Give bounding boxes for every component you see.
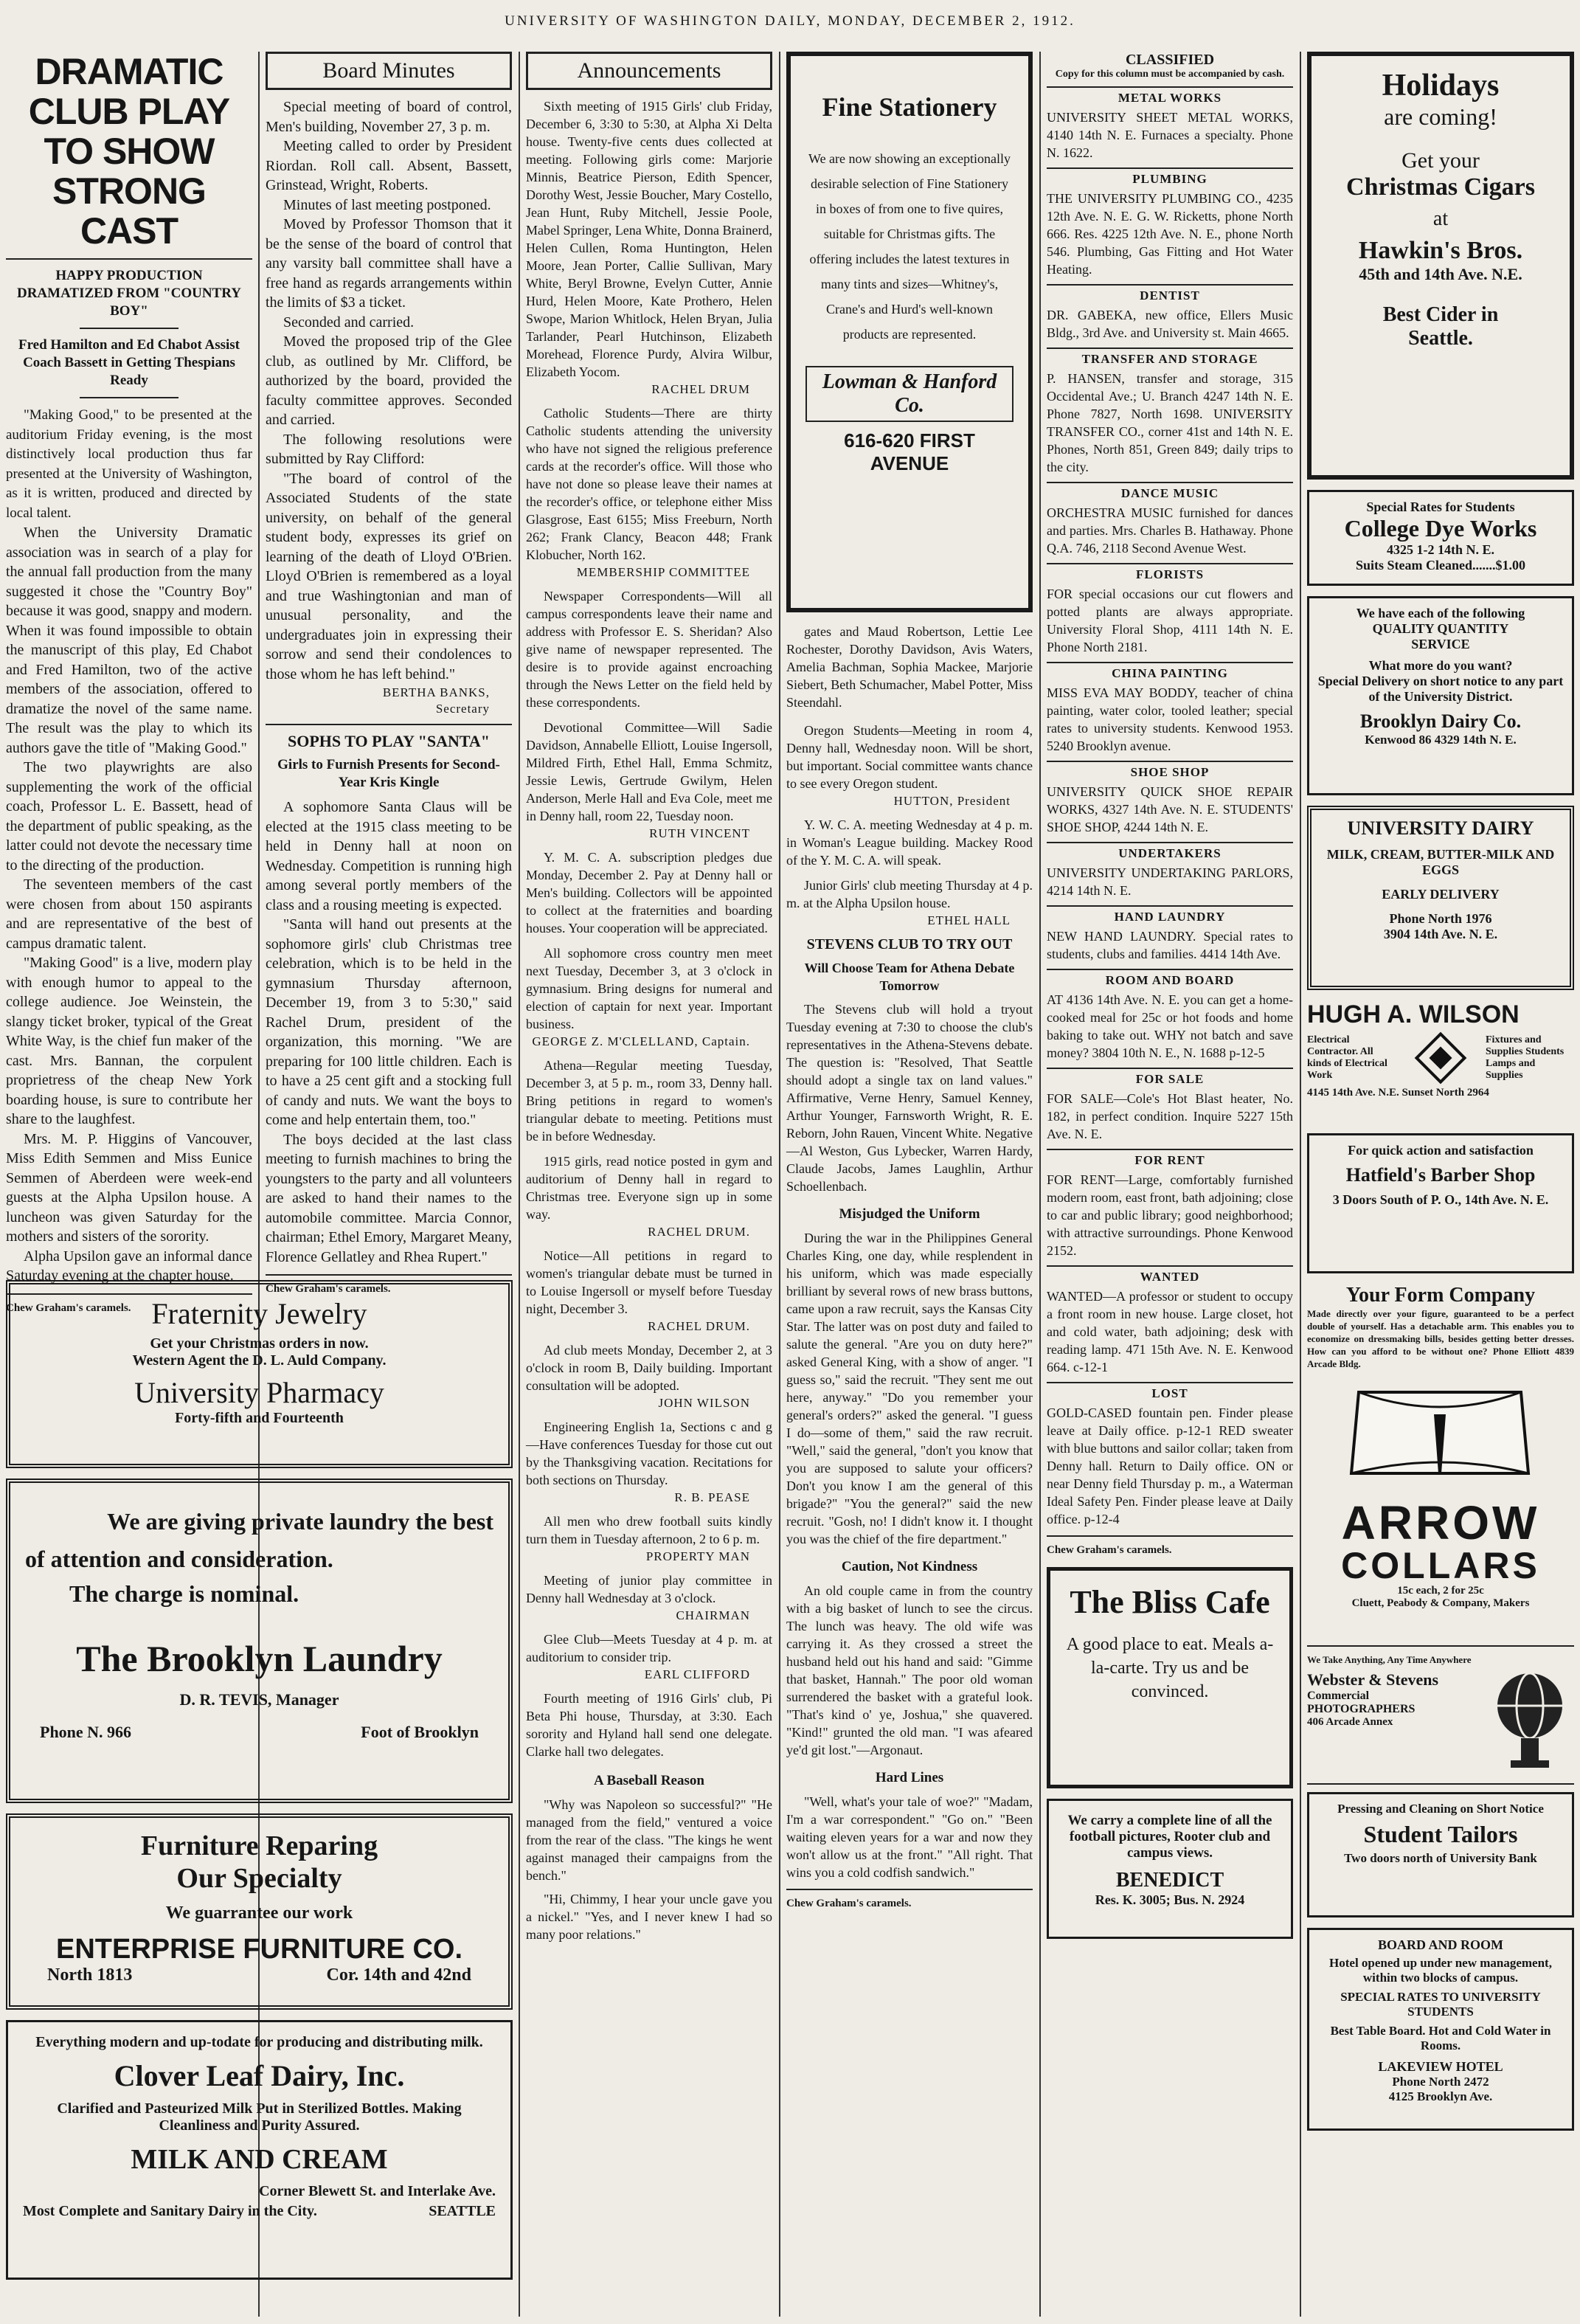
ad-address: 3 Doors South of P. O., 14th Ave. N. E. (1332, 1192, 1549, 1207)
ad-student-tailors (1307, 1792, 1574, 1917)
classified-list (1047, 86, 1293, 1528)
ad-address: Two doors north of University Bank (1344, 1851, 1537, 1865)
column-rule (779, 52, 780, 2317)
ad-text: We Take Anything, Any Time Anywhere (1307, 1654, 1472, 1665)
ad-title: Furniture Reparing (140, 1830, 378, 1861)
col-announcements (526, 52, 772, 2313)
ad-text: EARLY DELIVERY (1382, 887, 1500, 902)
filler: Chew Graham's caramels. (1047, 1544, 1172, 1556)
ad-webster-stevens (1307, 1654, 1574, 1785)
deck: Fred Hamilton and Ed Chabot Assist Coach Bassett in Getting Thespians Ready (18, 337, 240, 388)
ad-text: Most Complete and Sanitary Dairy in the City. (23, 2203, 317, 2219)
paragraph: Minutes of last meeting postponed. (283, 196, 491, 213)
paragraph: "Making Good" is a live, modern play with enough humor to appeal to the college audience. Joe Weinstein, the slangy ticket broker, typical of the Great White Way, is the chief fun maker of the cast. Mrs. Bannan, the corpulent proprietress of the cheap New York boarding house, is sure to contribute her share to the laughfest. (6, 955, 252, 1127)
ad-title: Your Form Company (1345, 1284, 1536, 1307)
ad-hawkins-bros (1307, 52, 1574, 480)
ad-arrow-collars (1307, 1284, 1574, 1647)
ad-text: MILK, CREAM, BUTTER-MILK AND EGGS (1326, 847, 1555, 877)
signature: HUTTON, President (893, 794, 1011, 808)
paragraph: An old couple came in from the country with a big basket of lunch to see the circus. The lunch was heavy. The old wife was carrying it. As they crossed a street the husband held out his hand and said: "Gimme that basket, Hannah." The poor old woman surrendered the basket with a grateful look. "That's kind o' ye, Joshua," she quavered. "Kind!" grunted the old man. "I was afeared ye'd git lost."—Argonaut. (786, 1583, 1033, 1757)
classified-entry: P. HANSEN, transfer and storage, 315 Occidental Ave.; U. Branch 4247 14th N. E. Phone 7827, North 1698. UNIVERSITY TRANSFER CO., corner 41st and 14th N. E. Phones, North 851, Green 849; daily trips to the city. (1047, 371, 1293, 474)
ad-text: For quick action and satisfaction (1348, 1143, 1534, 1158)
signature: RUTH VINCENT (649, 826, 750, 840)
announcement: Fourth meeting of 1916 Girls' club, Pi Beta Phi house, Thursday, at 3:30. Each sorority and Hyland hall send one delegate. Clarke hall two delegates. (526, 1691, 772, 1759)
ad-brand: Lowman & Hanford Co. (805, 366, 1014, 422)
classified-entry: MISS EVA MAY BODDY, teacher of china painting, water color, tooled leather; special rates to university students. Kenwood 1953. 5240 Brooklyn avenue. (1047, 685, 1293, 753)
col-board-minutes (266, 52, 512, 1295)
announcement: gates and Maud Robertson, Lettie Lee Rochester, Dorothy Davidson, Avis Waters, Amelia Bachman, Sophia Mackee, Marjorie Siebert, Beth Schumacher, Mabel Potter, Miss Steendahl. (786, 624, 1033, 710)
ad-text: Everything modern and up-todate for producing and distributing milk. (35, 2034, 483, 2050)
ad-address: 3904 14th Ave. N. E. (1383, 927, 1498, 941)
masthead: UNIVERSITY OF WASHINGTON DAILY, MONDAY, DECEMBER 2, 1912. (505, 13, 1075, 29)
ad-fraternity-jewelry (6, 1280, 513, 1468)
subheadline: SOPHS TO PLAY "SANTA" (287, 732, 491, 750)
ad-address: 616-620 FIRST AVENUE (844, 429, 975, 474)
ad-title: Hawkin's Bros. (1358, 237, 1523, 264)
announcement: Ad club meets Monday, December 2, at 3 o'clock in room B, Daily building. Important consultation will be adopted. (526, 1343, 772, 1393)
subheadline: Caution, Not Kindness (841, 1559, 978, 1574)
classified-entry: NEW HAND LAUNDRY. Special rates to students, clubs and families. 4414 14th Ave. (1047, 929, 1293, 961)
signature: RACHEL DRUM. (648, 1225, 750, 1239)
ad-title: The Brooklyn Laundry (76, 1638, 443, 1679)
ad-title: University Pharmacy (134, 1376, 384, 1409)
ad-address: Corner Blewett St. and Interlake Ave. (259, 2183, 496, 2199)
ad-text: Best Table Board. Hot and Cold Water in Rooms. (1330, 2024, 1551, 2052)
filler: Chew Graham's caramels. (6, 1301, 131, 1314)
ad-college-dye-works (1307, 490, 1574, 586)
signature: JOHN WILSON (658, 1396, 750, 1410)
paragraph: The seventeen members of the cast were chosen from about 150 aspirants and are representative of the best of campus dramatic talent. (6, 876, 252, 952)
classified-category: FOR SALE (1047, 1068, 1293, 1087)
deck: Girls to Furnish Presents for Second-Year Kris Kingle (277, 757, 500, 790)
diamond-logo-icon (1415, 1032, 1466, 1084)
ad-footer (25, 1723, 493, 1742)
signature: RACHEL DRUM. (648, 1319, 750, 1333)
ad-text: QUALITY QUANTITY (1372, 621, 1509, 636)
ad-text: We have each of the following (1356, 606, 1525, 620)
ad-title: Our Specialty (176, 1863, 342, 1894)
paragraph: Moved by Professor Thomson that it be the sense of the board of control that any varsity ball committee shall have a free hand as regards arrangements within the limits of $3 a ticket. (266, 216, 512, 311)
signature: PROPERTY MAN (645, 1549, 750, 1563)
announcement: Engineering English 1a, Sections c and g—Have conferences Tuesday for those cut out by the Thanksgiving vacation. Recitations for both sections on Thursday. (526, 1419, 772, 1487)
ad-phone: Phone North 2472 (1392, 2075, 1489, 2089)
ad-text: We are now showing an exceptionally desirable selection of Fine Stationery in boxes of from one to five quires, suitable for Christmas gifts. The offering includes the latest textures in many tints and sizes—Whitney's, Crane's and Hurd's well-known products are represented. (808, 151, 1011, 342)
ad-text: are coming! (1384, 103, 1497, 130)
ad-text: Special Delivery on short notice to any part of the University District. (1317, 674, 1564, 704)
headline: DRAMATIC CLUB PLAY TO SHOW STRONG CAST (28, 51, 230, 252)
ad-text: Seattle. (1408, 327, 1473, 350)
col-classified (1047, 52, 1293, 2313)
ad-title: Hatfield's Barber Shop (1345, 1164, 1536, 1186)
ad-title: HUGH A. WILSON (1307, 1000, 1520, 1028)
column-rule (1039, 52, 1041, 2317)
ad-footer (25, 1965, 493, 1985)
ad-title: Fine Stationery (822, 92, 997, 122)
ad-text: Fixtures and Supplies Students Lamps and Supplies (1486, 1034, 1565, 1081)
ad-title: Clover Leaf Dairy, Inc. (114, 2059, 405, 2092)
classified-entry: FOR SALE—Cole's Hot Blast heater, No. 182, in perfect condition. Inquire 5227 15th Ave. N. E. (1047, 1091, 1293, 1141)
paragraph: Mrs. M. P. Higgins of Vancouver, Miss Edith Semmen and Miss Eunice Semmen of Aberdeen were week-end guests at the Alpha Upsilon house. A luncheon was given Saturday for the mothers and sisters of the sorority. (6, 1130, 252, 1245)
paragraph: The two playwrights are also supplementing the work of the official coach, Professor L. E. Bassett, head of the department of public speaking, as the latter could not devote the necessary time to the directing of the production. (6, 759, 252, 874)
ad-enterprise-furniture (6, 1813, 513, 2010)
paragraph: "Making Good," to be presented at the auditorium Friday evening, is the most distinctively local production thus far presented at the University of Washington, as it is written, produced and directed by local talent. (6, 407, 252, 521)
signature: R. B. PEASE (674, 1490, 750, 1504)
ad-text: Made directly over your figure, guaranteed to be a perfect double of yourself. Has a detachable arm. This enables you to economize on dressmaking bills, besides getting better dresses. How can you afford to be without one? Phone Elliott 4839 Arcade Bldg. (1307, 1308, 1574, 1369)
ad-title: Student Tailors (1363, 1821, 1518, 1847)
ad-text: Get your (1401, 148, 1480, 173)
ad-text: 15c each, 2 for 25c (1397, 1585, 1484, 1597)
announcement: Athena—Regular meeting Tuesday, December 3, at 5 p. m., room 33, Denny hall. Bring petitions in regard to women's triangular debate to meeting. Petitions must be in before Wednesday. (526, 1058, 772, 1144)
ad-title: ENTERPRISE FURNITURE CO. (55, 1934, 463, 1965)
ad-university-dairy (1307, 806, 1574, 990)
paragraph: "Hi, Chimmy, I hear your uncle gave you a nickel." "Yes, and I never knew I had so many poor relations." (526, 1892, 772, 1942)
announcement: Sixth meeting of 1915 Girls' club Friday, December 6, 3:30 to 5:30, at Alpha Xi Delta house. Twenty-five cents dues collected at meeting. Following girls come: Marjorie Minnis, Beatrice Pierson, Edith Spencer, Dorothy West, Jessie Boucher, Mary Costello, Jean Hunt, Ruby Mitchell, Jessie Poole, Mabel Springer, Lena White, Donna Brainerd, Helen Cullen, Roma Huntington, Helen Moore, Jean Porter, Callie Sullivan, Mary White, Beryl Browne, Evelyn Cutter, Annie Hurd, Helen Moore, Kate Prothero, Helen Swope, Marion Whitlock, Helen Bryan, Julia Tarlander, Pearl Hutchinson, Elizabeth Morehead, Florence Purdy, Alvira Wilbur, Elizabeth Yocom. (526, 99, 772, 379)
paragraph: When the University Dramatic association was in search of a play for the annual fall production from the many suggested it chose the "Country Boy" because it was good, snappy and modern. When it was found impossible to obtain the manuscript of this play, Ed Chabot and Fred Hamilton, two of the active members of the association, offered to dramatize the novel of the same name. The result was the play to which its authors gave the title of "Making Good." (6, 525, 252, 756)
paragraph: The following resolutions were submitted by Ray Clifford: (266, 431, 512, 467)
ad-text: Suits Steam Cleaned.......$1.00 (1355, 558, 1525, 573)
col-ads (1307, 52, 1574, 2313)
ad-address: 4325 1-2 14th N. E. (1386, 542, 1494, 557)
filler: Chew Graham's caramels. (786, 1898, 912, 1909)
classified-category: LOST (1047, 1382, 1293, 1401)
classified-entry: THE UNIVERSITY PLUMBING CO., 4235 12th Ave. N. E. G. W. Ricketts, phone North 666. Res. 4225 12th Ave. N. E., phone North 546. Plumbing, Gas Fitting and Hot Water Heating. (1047, 191, 1293, 277)
ad-title: Brooklyn Dairy Co. (1359, 710, 1522, 732)
classified-category: TRANSFER AND STORAGE (1047, 347, 1293, 367)
paragraph: "Well, what's your tale of woe?" "Madam, I'm a war correspondent." "Go on." "Been waiting eleven years for a war and now they won't allow us at the front." "All right. That wins you a cold codfish sandwich." (786, 1794, 1033, 1880)
ad-brooklyn-laundry (6, 1479, 513, 1803)
column-rule (1300, 52, 1301, 2317)
ad-title: The Bliss Cafe (1070, 1584, 1270, 1620)
ad-address: 406 Arcade Annex (1307, 1716, 1393, 1728)
globe-icon (1493, 1661, 1567, 1772)
filler: Chew Graham's caramels. (266, 1283, 391, 1295)
ad-address: 4125 Brooklyn Ave. (1388, 2089, 1493, 2103)
ad-title: COLLARS (1341, 1545, 1540, 1586)
ad-title: LAKEVIEW HOTEL (1378, 2059, 1503, 2074)
ad-text: of attention and consideration. (25, 1546, 333, 1572)
ad-phone: Res. K. 3005; Bus. N. 2924 (1095, 1892, 1245, 1907)
ad-title: Webster & Stevens (1307, 1670, 1439, 1689)
classified-category: HAND LAUNDRY (1047, 905, 1293, 924)
ad-text: What more do you want? (1368, 658, 1513, 673)
ad-text: Western Agent the D. L. Auld Company. (132, 1352, 387, 1369)
classified-category: ROOM AND BOARD (1047, 969, 1293, 988)
announcement: All sophomore cross country men meet next Tuesday, December 3, at 3 o'clock in gymnasium. Bring designs for numeral and election of captain for next year. Important business. (526, 946, 772, 1031)
ad-benedict (1047, 1799, 1293, 1939)
ad-text: Cluett, Peabody & Company, Makers (1351, 1597, 1530, 1609)
paragraph: A sophomore Santa Claus will be elected at the 1915 class meeting to be held in Denny hall at noon on Wednesday. Competition is running high among several portly members of the class and a rousing meeting is expected. (266, 799, 512, 913)
paragraph: "The board of control of the Associated Students of the state university, on behalf of the general student body, expresses its grief on learning of the death of Lloyd O'Brien. Lloyd O'Brien is remembered as a loyal and true Washingtonian and man of unusual personality, and the undergraduates join in expressing their sorrow and send their condolences to those whom he has left behind." (266, 470, 512, 682)
classified-category: SHOE SHOP (1047, 761, 1293, 780)
ad-text: SPECIAL RATES TO UNIVERSITY STUDENTS (1340, 1990, 1541, 2019)
signature: EARL CLIFFORD (644, 1667, 750, 1681)
ad-text: We are giving private laundry the best (107, 1508, 493, 1535)
ad-title: College Dye Works (1344, 515, 1537, 542)
ad-text: We guarrantee our work (165, 1903, 353, 1923)
announcement: Meeting of junior play committee in Denny hall Wednesday at 3 o'clock. (526, 1573, 772, 1605)
paragraph: The Stevens club will hold a tryout Tuesday evening at 7:30 to choose the club's representatives in the Athena-Stevens debate. The question is: "Resolved, That Seattle should adopt a single tax on land values." Affirmative, Verne Henry, Samuel Kenney, Arthur Younger, Farnsworth Wright, R. E. Reborn, John Rauen, Vincent White. Negative—Al Weston, Gus Lybecker, Warren Hardy, Claude Jacobs, James Laughlin, Arthur Schoellenbach. (786, 1002, 1033, 1194)
signature: GEORGE Z. M'CLELLAND, Captain. (532, 1034, 750, 1048)
ad-fine-stationery (786, 52, 1033, 612)
classified-category: METAL WORKS (1047, 86, 1293, 106)
deck: HAPPY PRODUCTION DRAMATIZED FROM "COUNTRY BOY" (16, 268, 242, 319)
ad-text: The charge is nominal. (69, 1580, 299, 1607)
ad-text: Electrical Contractor. All kinds of Electrical Work (1307, 1034, 1387, 1081)
classified-entry: UNIVERSITY QUICK SHOE REPAIR WORKS, 4327 14th Ave. N. E. STUDENTS' SHOE SHOP, 4244 14th N. E. (1047, 784, 1293, 834)
col-dramatic-club (6, 51, 252, 1314)
ad-address: Cor. 14th and 42nd (326, 1965, 471, 1985)
section-title: CLASSIFIED (1125, 52, 1215, 68)
classified-category: WANTED (1047, 1265, 1293, 1284)
announcement: Oregon Students—Meeting in room 4, Denny hall, Wednesday noon. Will be short, but important. Social committee wants chance to see every Oregon student. (786, 723, 1033, 791)
ad-text: SERVICE (1411, 637, 1470, 651)
subheadline: Misjudged the Uniform (839, 1206, 980, 1222)
collar-icon (1307, 1370, 1574, 1495)
announcement: Y. M. C. A. subscription pledges due Monday, December 2. Pay at Denny hall or Men's building. Collectors will be appointed to collect at the fraternities and boarding houses. Your cooperation will be appreciated. (526, 850, 772, 936)
announcement: Glee Club—Meets Tuesday at 4 p. m. at auditorium to consider trip. (526, 1632, 772, 1664)
ad-bliss-cafe (1047, 1567, 1293, 1788)
ad-address: 4145 14th Ave. N.E. Sunset North 2964 (1307, 1087, 1489, 1099)
ad-text: Get your Christmas orders in now. (150, 1335, 369, 1352)
ad-phone: Phone North 1976 (1389, 911, 1492, 926)
classified-category: DANCE MUSIC (1047, 482, 1293, 501)
left-ads (6, 1280, 513, 2314)
ad-clover-leaf-dairy (6, 2020, 513, 2280)
ad-text: Best Cider in (1382, 303, 1499, 326)
subheadline: A Baseball Reason (594, 1773, 704, 1788)
ad-title: MILK AND CREAM (131, 2144, 388, 2175)
ad-footer (23, 2203, 496, 2220)
subheadline: Hard Lines (875, 1770, 944, 1785)
paragraph: Meeting called to order by President Riordan. Roll call. Absent, Bassett, Grinstead, Wright, Roberts. (266, 138, 512, 193)
ad-hugh-wilson (1307, 1000, 1574, 1126)
classified-category: DENTIST (1047, 284, 1293, 303)
ad-title: Christmas Cigars (1346, 173, 1535, 201)
paragraph: The boys decided at the last class meeting to furnish machines to bring the youngsters to the party and all volunteers are asked to hand their names to the automobile committee. Marcia Connor, chairman; Ethel Emory, Margaret Meany, Florence Gellatley and Rhea Rupert." (266, 1131, 512, 1265)
signature: ETHEL HALL (927, 913, 1011, 927)
ad-hatfield-barber (1307, 1133, 1574, 1273)
ad-brooklyn-dairy (1307, 596, 1574, 795)
classified-entry: UNIVERSITY SHEET METAL WORKS, 4140 14th N. E. Furnaces a specialty. Phone N. 1622. (1047, 110, 1293, 160)
paragraph: Special meeting of board of control, Men's building, November 27, 3 p. m. (266, 99, 512, 135)
column-rule (519, 52, 520, 2317)
ad-text: Pressing and Cleaning on Short Notice (1337, 1802, 1544, 1816)
classified-entry: WANTED—A professor or student to occupy a front room in new house. Large closet, hot and cold water, bath adjoining; desk with reading lamp. 471 15th Ave. N. E. Kenwood 664. c-12-1 (1047, 1289, 1293, 1374)
ad-address: 45th and 14th Ave. N.E. (1359, 265, 1522, 283)
classified-category: FOR RENT (1047, 1149, 1293, 1168)
subheadline: STEVENS CLUB TO TRY OUT (806, 936, 1013, 952)
signature: Secretary (435, 702, 490, 716)
classified-entry: FOR special occasions our cut flowers and potted plants are always appropriate. University Floral Shop, 4111 14th N. E. Phone North 2181. (1047, 587, 1293, 654)
ad-body (1307, 1032, 1574, 1084)
deck: Will Choose Team for Athena Debate Tomorrow (804, 961, 1015, 993)
classified-entry: ORCHESTRA MUSIC furnished for dances and parties. Mrs. Charles B. Hathaway. Phone Q.A. 746, 2118 Second Avenue West. (1047, 505, 1293, 556)
ad-text: at (1432, 207, 1449, 230)
signature: CHAIRMAN (676, 1608, 750, 1622)
announcement: Catholic Students—There are thirty Catholic students attending the university who have not signed the religious preference cards at the recorder's office. Will those who have not done so please leave their names at the recorder's office, or telephone either Miss Glasgrose, East 6155; Miss Freeburn, North 262; Frank Clancy, Beacon 448; Frank Klobucher, North 162. (526, 406, 772, 562)
paragraph: Alpha Upsilon gave an informal dance Saturday evening at the chapter house. (6, 1248, 252, 1284)
paragraph: During the war in the Philippines General Charles King, one day, while resplendent in his uniform, which was made especially brilliant by several rows of new brass buttons, came upon a raw recruit, says the Kansas City Star. The latter was on post duty and failed to salute the general. "Are you on duty here?" asked General King, with a show of anger. "I guess so," said the recruit. "They sent me out here, anyway." "Do you remember your general's orders?" asked the general. "I guess I do—some of them," said the raw recruit. "Well," said the general, "don't you know that you are supposed to salute your officers? Don't you know I am the general of this brigade?" "You the general?" said the new recruit. "Gosh, no! I didn't know it. I thought you was the chief of the fire department." (786, 1231, 1033, 1546)
ad-text: Clarified and Pasteurized Milk Put in Sterilized Bottles. Making Cleanliness and Purity Assured. (57, 2100, 462, 2134)
ad-phone: North 1813 (47, 1965, 133, 1985)
classified-entry: AT 4136 14th Ave. N. E. you can get a home-cooked meal for 25c or hot foods and home baking to take out. WHY not batch and save money? 3804 10th N. E., N. 1688 p-12-5 (1047, 992, 1293, 1060)
announcement: Newspaper Correspondents—Will all campus correspondents leave their name and address with Professor E. S. Sheridan? Also give name of newspaper represented. The desire is to provide against encroaching through the News Letter on the field held by these correspondents. (526, 589, 772, 710)
signature: MEMBERSHIP COMMITTEE (576, 565, 750, 579)
classified-entry: FOR RENT—Large, comfortably furnished modern room, east front, bath adjoining; close to car and public library; good neighborhood; with attractive surroundings. Phone Kenwood 2152. (1047, 1172, 1293, 1258)
col-four (786, 52, 1033, 2313)
classified-note: Copy for this column must be accompanied by cash. (1055, 69, 1285, 80)
ad-text: D. R. TEVIS, Manager (179, 1690, 339, 1709)
signature: BERTHA BANKS, (382, 685, 490, 699)
ad-title: BOARD AND ROOM (1378, 1937, 1503, 1952)
announcement: Devotional Committee—Will Sadie Davidson, Annabelle Elliott, Louise Ingersoll, Mildred Firth, Ethel Hall, Emma Schmitz, Jessie Lewis, Gertrude Gwilym, Helen Anderson, Merle Hall and Eva Cole, meet me in Denny hall, room 22, Tuesday noon. (526, 720, 772, 823)
classified-category: UNDERTAKERS (1047, 842, 1293, 861)
ad-lakeview-hotel (1307, 1928, 1574, 2131)
announcement: All men who drew football suits kindly turn them in Tuesday afternoon, 2 to 6 p. m. (526, 1514, 772, 1546)
announcement: Junior Girls' club meeting Thursday at 4 p. m. at the Alpha Upsilon house. (786, 878, 1033, 910)
ad-title: UNIVERSITY DAIRY (1347, 817, 1534, 839)
ad-text: A good place to eat. Meals a-la-carte. Try us and be convinced. (1066, 1635, 1274, 1701)
ad-text: Special Rates for Students (1366, 499, 1515, 514)
section-title: Board Minutes (266, 52, 512, 90)
paragraph: "Santa will hand out presents at the sophomore girls' club Christmas tree celebration, which is to be held in the gymnasium Thursday afternoon, December 19, from 3 to 5:30," said Rachel Drum, president of the organization, this morning. "We are preparing for 100 little children. Each is to have a 25 cent gift and a stocking full of candy and nuts. We want the boys to come and help entertain them, too." (266, 916, 512, 1128)
ad-text: Forty-fifth and Fourteenth (175, 1410, 344, 1426)
ad-text: We carry a complete line of all the football pictures, Rooter club and campus views. (1067, 1813, 1272, 1861)
classified-category: PLUMBING (1047, 167, 1293, 187)
ad-title: ARROW (1341, 1496, 1540, 1549)
ad-title: Fraternity Jewelry (151, 1297, 367, 1330)
classified-entry: DR. GABEKA, new office, Ellers Music Bldg., 3rd Ave. and University st. Main 4665. (1047, 308, 1293, 340)
ad-title: BENEDICT (1115, 1869, 1224, 1892)
ad-address: Kenwood 86 4329 14th N. E. (1365, 733, 1517, 747)
announcement: Y. W. C. A. meeting Wednesday at 4 p. m. in Woman's League building. Mackey Rood of the Y. M. C. A. will speak. (786, 817, 1033, 868)
ad-phone: Phone N. 966 (40, 1723, 132, 1741)
classified-entry: UNIVERSITY UNDERTAKING PARLORS, 4214 14th N. E. (1047, 865, 1293, 898)
section-title: Announcements (526, 52, 772, 90)
classified-category: FLORISTS (1047, 563, 1293, 582)
ad-title: Holidays (1382, 69, 1500, 103)
ad-text: Hotel opened up under new management, within two blocks of campus. (1329, 1956, 1552, 1985)
announcement: 1915 girls, read notice posted in gym and auditorium of Denny hall in regard to Christmas tree. Everyone sign up in some way. (526, 1154, 772, 1222)
signature: RACHEL DRUM (651, 382, 750, 396)
classified-entry: GOLD-CASED fountain pen. Finder please leave at Daily office. p-12-1 RED sweater with blue buttons and sailor collar; taken from Denny hall. Return to Daily office. ON or near Denny field Thursday p. m., a Waterman Ideal Safety Pen. Finder please leave at Daily office. p-12-4 (1047, 1405, 1293, 1526)
ad-text: Commercial PHOTOGRAPHERS (1307, 1690, 1416, 1715)
paragraph: Moved the proposed trip of the Glee club, as outlined by Mr. Clifford, be authorized by the board, provided the faculty committee approves. Seconded and carried. (266, 333, 512, 428)
ad-text: SEATTLE (429, 2203, 496, 2219)
announcement: Notice—All petitions in regard to women's triangular debate must be turned in to Louise Ingersoll or myself before Tuesday night, December 3. (526, 1248, 772, 1316)
paragraph: Seconded and carried. (283, 314, 415, 331)
ad-address: Foot of Brooklyn (361, 1723, 479, 1741)
paragraph: "Why was Napoleon so successful?" "He managed from the field," ventured a voice from the rear of the class. "The kings he went against managed their campaigns from the bench." (526, 1797, 772, 1883)
classified-category: CHINA PAINTING (1047, 662, 1293, 681)
